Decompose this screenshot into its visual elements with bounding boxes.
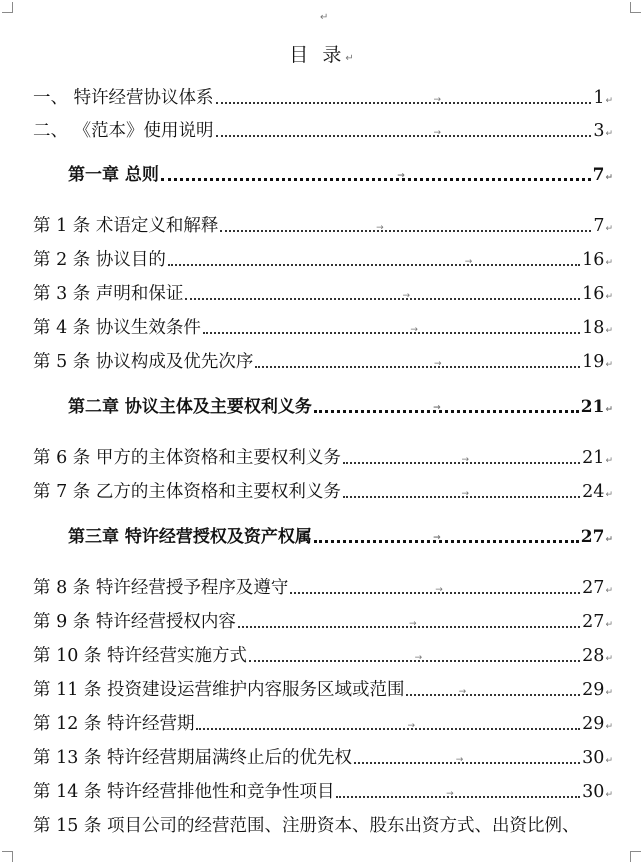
toc-entry-page: 21 — [580, 397, 605, 417]
dot-leader — [196, 721, 580, 731]
toc-entry-page: 29 — [582, 680, 605, 700]
paragraph-mark: ↵ — [605, 620, 613, 630]
page-corner-mark — [630, 851, 641, 862]
toc-entry[interactable] — [33, 778, 613, 804]
toc-entry-label: 第 15 条 项目公司的经营范围、注册资本、股东出资方式、出资比例、 — [33, 816, 580, 836]
tab-mark: → — [433, 359, 442, 369]
paragraph-mark: ↵ — [605, 654, 613, 664]
tab-mark: → — [461, 455, 470, 465]
toc-entry-page: 27 — [582, 612, 605, 632]
toc-title — [0, 40, 643, 67]
toc-title-text: 目 录 — [289, 44, 346, 66]
toc-entry-label: 二、 《范本》使用说明 — [33, 121, 214, 141]
dot-leader — [343, 489, 580, 499]
paragraph-mark: ↵ — [605, 688, 613, 698]
toc-entry-label: 第 5 条 协议构成及优先次序 — [33, 352, 254, 372]
tab-mark: → — [433, 533, 441, 543]
toc-entry-label: 第 3 条 声明和保证 — [33, 284, 184, 304]
toc-entry-page: 28 — [582, 646, 605, 666]
paragraph-mark: ↵ — [605, 326, 613, 336]
toc-entry-label: 第 6 条 甲方的主体资格和主要权利义务 — [33, 448, 341, 468]
dot-leader — [290, 585, 580, 595]
dot-leader — [354, 755, 580, 765]
toc-entry[interactable] — [33, 812, 613, 838]
dot-leader — [216, 128, 592, 138]
dot-leader — [220, 223, 591, 233]
toc-entry[interactable] — [33, 212, 613, 238]
toc-entry-label: 第二章 协议主体及主要权利义务 — [68, 397, 312, 417]
toc-entry-page: 3 — [593, 121, 605, 141]
toc-entry-page: 30 — [582, 782, 605, 802]
toc-entry-page: 7 — [593, 216, 605, 236]
page-corner-mark — [2, 851, 13, 862]
paragraph-mark: ↵ — [345, 53, 354, 64]
paragraph-mark: ↵ — [605, 405, 613, 415]
toc-entry-label: 第 14 条 特许经营排他性和竞争性项目 — [33, 782, 335, 802]
toc-entry-label: 第 9 条 特许经营授权内容 — [33, 612, 236, 632]
tab-mark: → — [414, 653, 423, 663]
toc-entry-page: 19 — [582, 352, 605, 372]
tab-mark: → — [433, 128, 442, 138]
paragraph-mark: ↵ — [605, 586, 613, 596]
toc-entry-label: 第 4 条 协议生效条件 — [33, 318, 201, 338]
dot-leader — [255, 359, 580, 369]
toc-entry[interactable] — [33, 574, 613, 600]
paragraph-mark: ↵ — [605, 490, 613, 500]
toc-entry-page: 18 — [582, 318, 605, 338]
page-corner-mark — [2, 2, 13, 13]
toc-entry[interactable] — [33, 676, 613, 702]
tab-mark: → — [376, 223, 384, 233]
dot-leader — [314, 533, 579, 543]
dot-leader — [406, 687, 580, 697]
toc-entry[interactable] — [33, 314, 613, 340]
toc-entry[interactable] — [33, 478, 613, 504]
dot-leader — [216, 95, 592, 105]
toc-entry-page: 16 — [582, 284, 605, 304]
toc-entry-label: 第三章 特许经营授权及资产权属 — [68, 527, 312, 547]
paragraph-mark: ↵ — [605, 722, 613, 732]
paragraph-mark: ↵ — [605, 258, 613, 268]
toc-entry-page: 27 — [582, 578, 605, 598]
toc-entry-label: 第 1 条 术语定义和解释 — [33, 216, 219, 236]
toc-entry[interactable] — [33, 84, 613, 110]
toc-entry[interactable] — [33, 710, 613, 736]
toc-entry[interactable] — [33, 117, 613, 143]
toc-entry[interactable] — [33, 280, 613, 306]
tab-mark: → — [435, 585, 443, 595]
dot-leader — [314, 403, 579, 413]
toc-entry-page: 7 — [592, 165, 605, 185]
dot-leader — [203, 325, 580, 335]
toc-entry-label: 第 8 条 特许经营授予程序及遵守 — [33, 578, 289, 598]
paragraph-mark: ↵ — [320, 12, 329, 23]
toc-entry-label: 第 12 条 特许经营期 — [33, 714, 195, 734]
toc-entry-label: 第一章 总则 — [68, 165, 159, 185]
dot-leader — [249, 653, 580, 663]
toc-entry-label: 第 13 条 特许经营期届满终止后的优先权 — [33, 748, 352, 768]
toc-entry-page: 16 — [582, 250, 605, 270]
toc-chapter-entry[interactable] — [68, 393, 613, 419]
paragraph-mark: ↵ — [605, 456, 613, 466]
paragraph-mark: ↵ — [605, 756, 613, 766]
dot-leader — [168, 257, 580, 267]
tab-mark: → — [407, 721, 416, 731]
tab-mark: → — [446, 789, 454, 799]
toc-entry[interactable] — [33, 348, 613, 374]
toc-entry-label: 第 11 条 投资建设运营维护内容服务区域或范围 — [33, 680, 405, 700]
dot-leader — [343, 455, 580, 465]
toc-entry-page: 1 — [593, 88, 605, 108]
tab-mark: → — [458, 687, 467, 697]
toc-entry-page: 27 — [580, 527, 605, 547]
paragraph-mark: ↵ — [605, 292, 613, 302]
toc-entry-page: 29 — [582, 714, 605, 734]
toc-chapter-entry[interactable] — [68, 523, 613, 549]
tab-mark: → — [433, 95, 442, 105]
tab-mark: → — [409, 619, 417, 629]
page-corner-mark — [630, 2, 641, 13]
toc-entry-label: 第 2 条 协议目的 — [33, 250, 166, 270]
toc-entry-page: 24 — [582, 482, 605, 502]
toc-entry[interactable] — [33, 444, 613, 470]
tab-mark: → — [461, 489, 470, 499]
toc-entry-label: 一、 特许经营协议体系 — [33, 88, 214, 108]
tab-mark: → — [464, 257, 473, 267]
toc-entry[interactable] — [33, 608, 613, 634]
toc-entry-label: 第 10 条 特许经营实施方式 — [33, 646, 247, 666]
toc-entry[interactable] — [33, 744, 613, 770]
paragraph-mark: ↵ — [605, 129, 613, 139]
dot-leader — [185, 291, 580, 301]
paragraph-mark: ↵ — [605, 535, 613, 545]
tab-mark: → — [397, 171, 405, 181]
toc-chapter-entry[interactable] — [68, 161, 613, 187]
tab-mark: → — [433, 403, 441, 413]
paragraph-mark: ↵ — [605, 173, 613, 183]
paragraph-mark: ↵ — [605, 360, 613, 370]
toc-entry[interactable] — [33, 246, 613, 272]
toc-entry-page: 30 — [582, 748, 605, 768]
paragraph-mark: ↵ — [605, 96, 613, 106]
dot-leader — [238, 619, 580, 629]
paragraph-mark: ↵ — [605, 790, 613, 800]
toc-entry-page: 21 — [582, 448, 605, 468]
tab-mark: → — [402, 291, 411, 301]
toc-entry[interactable] — [33, 642, 613, 668]
dot-leader — [161, 171, 591, 181]
dot-leader — [336, 789, 580, 799]
tab-mark: → — [455, 755, 464, 765]
paragraph-mark: ↵ — [605, 224, 613, 234]
toc-entry-label: 第 7 条 乙方的主体资格和主要权利义务 — [33, 482, 341, 502]
tab-mark: → — [410, 325, 418, 335]
